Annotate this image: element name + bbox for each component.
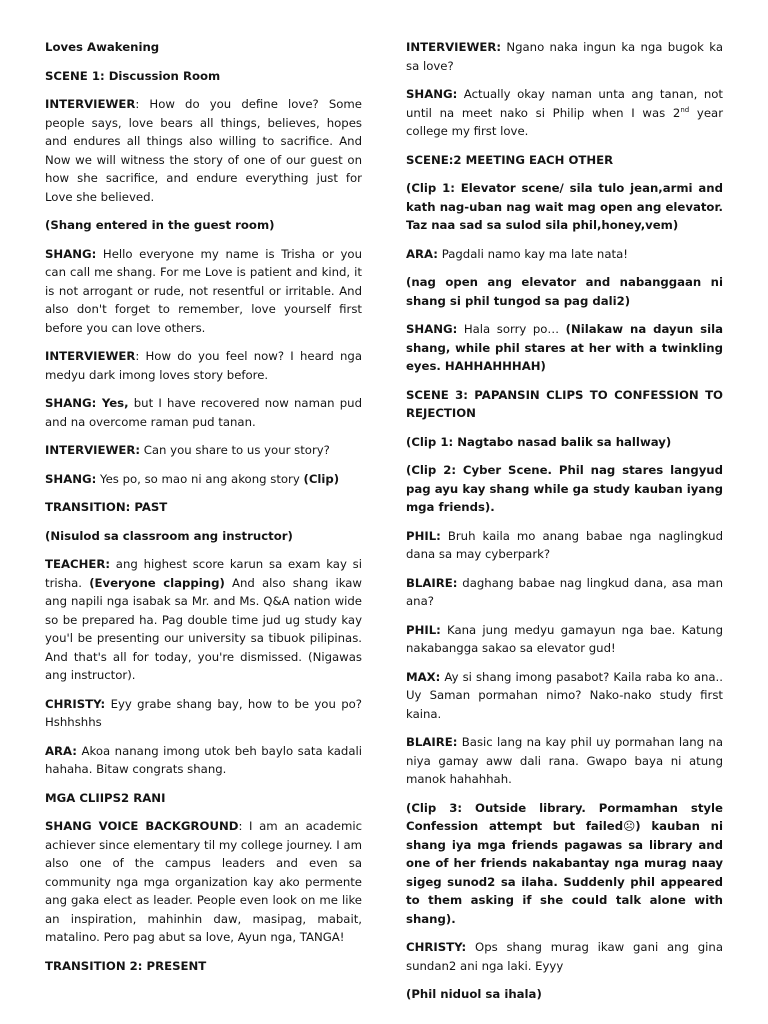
speaker-name: SHANG:: [45, 471, 97, 486]
dialogue-text: Hello everyone my name is Trisha or you can call me shang. For me Love is patient and kind, it is not arrogant or rude, not resentful or irritable. And also don't forget to remember, love yourself first before you can love others.: [45, 246, 362, 335]
dialogue-paragraph: [406, 938, 723, 975]
speaker-name: BLAIRE:: [406, 575, 458, 590]
dialogue-paragraph: [45, 95, 362, 206]
stage-direction: (Phil niduol sa ihala): [406, 987, 542, 1001]
scene-heading: SCENE 3: PAPANSIN CLIPS TO CONFESSION TO REJECTION: [406, 387, 723, 420]
dialogue-text: Hala sorry po…: [457, 322, 566, 336]
speaker-name: CHRISTY:: [45, 696, 106, 711]
stage-direction: (Shang entered in the guest room): [45, 218, 275, 232]
dialogue-paragraph: [406, 733, 723, 789]
dialogue-text: Bruh kaila mo anang babae nga naglingkud dana sa may cyberpark?: [406, 528, 723, 561]
speaker-name: MAX:: [406, 669, 441, 684]
speaker-name: TEACHER:: [45, 557, 111, 571]
dialogue-paragraph: [45, 695, 362, 732]
scene-heading: SCENE 1: Discussion Room: [45, 68, 221, 83]
dialogue-paragraph: [45, 245, 362, 338]
dialogue-text: but I have recovered now naman pud and na overcome raman pud tanan.: [45, 396, 362, 429]
dialogue-paragraph: [406, 38, 723, 75]
stage-direction: (Clip 2: Cyber Scene. Phil nag stares langyud pag ayu kay shang while ga study kauban iyang mga friends).: [406, 463, 723, 514]
stage-direction: (Nilakaw na dayun sila shang, while phil stares at her with a twinkling eyes. HAHHAHHHAH): [406, 322, 723, 373]
speaker-name: SHANG: Yes,: [45, 396, 129, 410]
document-title: Loves Awakening: [45, 40, 160, 54]
stage-direction: (Clip 1: Nagtabo nasad balik sa hallway): [406, 434, 672, 449]
dialogue-text: And also shang ikaw ang napili nga isabak sa Mr. and Ms. Q&A nation wide so be prepared ha. Pag double time jud ug study kay you'l be presenting our university sa tibuok pilipinas. And that's all for today, you're dismissed. (Nigawas ang instructor).: [45, 575, 362, 682]
dialogue-text: Kana jung medyu gamayun nga bae. Katung nakabangga sakao sa elevator gud!: [406, 622, 723, 655]
speaker-name: INTERVIEWER: [45, 97, 136, 111]
stage-direction: (nag open ang elevator and nabanggaan ni shang si phil tungod sa pag dali2): [406, 275, 723, 308]
ordinal-suffix: nd: [680, 105, 690, 114]
dialogue-text: ang highest score karun sa exam kay si trisha.: [45, 557, 362, 590]
dialogue-text: Ay si shang imong pasabot? Kaila raba ko ana.. Uy Saman pormahan nimo? Nako-nako study first kaina.: [406, 669, 723, 721]
speaker-name: INTERVIEWER:: [45, 443, 141, 457]
scene-heading: SCENE:2 MEETING EACH OTHER: [406, 152, 614, 167]
speaker-name: SHANG:: [406, 322, 458, 336]
dialogue-paragraph: [406, 574, 723, 611]
dialogue-text: : How do you define love? Some people says, love bears all things, believes, hopes and endures all things also willing to sacrifice. And Now we will witness the story of one of our guest on how she sacrifice, and endure everything just for Love she believed.: [45, 97, 362, 204]
speaker-name: SHANG:: [45, 246, 97, 261]
speaker-name: PHIL:: [406, 528, 441, 543]
speaker-name: PHIL:: [406, 622, 441, 637]
dialogue-paragraph: [45, 394, 362, 431]
speaker-name: ARA:: [406, 246, 438, 261]
dialogue-text: Can you share to us your story?: [140, 443, 330, 457]
stage-direction: (Clip 3: Outside library. Pormamhan style Confession attempt but failed☹) kauban ni shang iya mga friends pagawas sa library and one of her friends nakabantay nga murag naay sigeg sunod2 sa ilaha. Suddenly phil appeared to them asking if she could talk alone with shang).: [406, 800, 723, 926]
speaker-name: SHANG VOICE BACKGROUND: [45, 819, 239, 833]
dialogue-paragraph: [45, 470, 362, 489]
scene-heading: TRANSITION 2: PRESENT: [45, 958, 207, 973]
dialogue-paragraph: [45, 441, 362, 460]
dialogue-text: Eyy grabe shang bay, how to be you po? Hshhshhs: [45, 696, 362, 729]
dialogue-text: : How do you feel now? I heard nga medyu dark imong loves story before.: [45, 349, 362, 382]
stage-direction: (Clip): [303, 471, 340, 486]
stage-direction: (Everyone clapping): [89, 575, 225, 590]
stage-direction: (Clip 1: Elevator scene/ sila tulo jean,armi and kath nag-uban nag wait mag open ang elevator. Taz naa sad sa sulod sila phil,honey,vem): [406, 181, 723, 232]
scene-heading: MGA CLIIPS2 RANI: [45, 790, 166, 805]
speaker-name: INTERVIEWER:: [406, 40, 502, 54]
speaker-name: CHRISTY:: [406, 940, 467, 954]
dialogue-paragraph: [45, 347, 362, 384]
speaker-name: INTERVIEWER: [45, 349, 136, 363]
dialogue-paragraph: [406, 621, 723, 658]
dialogue-paragraph: [45, 742, 362, 779]
dialogue-paragraph: [45, 555, 362, 685]
dialogue-text: Yes po, so mao ni ang akong story: [96, 471, 304, 486]
speaker-name: SHANG:: [406, 87, 458, 101]
dialogue-paragraph: [406, 245, 723, 264]
dialogue-text: Actually okay naman unta ang tanan, not until na meet nako si Philip when I was 2: [406, 87, 723, 120]
dialogue-text: : I am an academic achiever since elementary til my college journey. I am also one of the campus leaders and even sa community nga mga organization kay ako permente ang gaka elect as leader. People even look on me like an inspiration, mahinhin daw, masipag, mabait, matalino. Pero pag abut sa love, Ayun nga, TANGA!: [45, 819, 363, 944]
speaker-name: BLAIRE:: [406, 735, 458, 749]
dialogue-text: Pagdali namo kay ma late nata!: [437, 246, 628, 261]
dialogue-text: year college my first love.: [406, 105, 724, 138]
dialogue-paragraph: [45, 817, 362, 947]
speaker-name: ARA:: [45, 743, 77, 758]
dialogue-text: daghang babae nag lingkud dana, asa man ana?: [406, 575, 723, 608]
dialogue-text: Akoa nanang imong utok beh baylo sata kadali hahaha. Bitaw congrats shang.: [45, 743, 362, 776]
right-column: [406, 38, 723, 1004]
left-column: [45, 38, 362, 975]
dialogue-text: Ops shang murag ikaw gani ang gina sundan2 ani nga laki. Eyyy: [406, 940, 723, 973]
dialogue-text: Basic lang na kay phil uy pormahan lang na niya gamay aww dali rana. Gwapo baya ni atung manok hahahhah.: [406, 735, 723, 786]
dialogue-paragraph: [406, 668, 723, 724]
dialogue-paragraph: [406, 320, 723, 376]
dialogue-text: Ngano naka ingun ka nga bugok ka sa love?: [406, 40, 723, 73]
stage-direction: (Nisulod sa classroom ang instructor): [45, 528, 293, 543]
dialogue-paragraph: [406, 527, 723, 564]
scene-heading: TRANSITION: PAST: [45, 500, 168, 514]
dialogue-paragraph: [406, 85, 723, 141]
